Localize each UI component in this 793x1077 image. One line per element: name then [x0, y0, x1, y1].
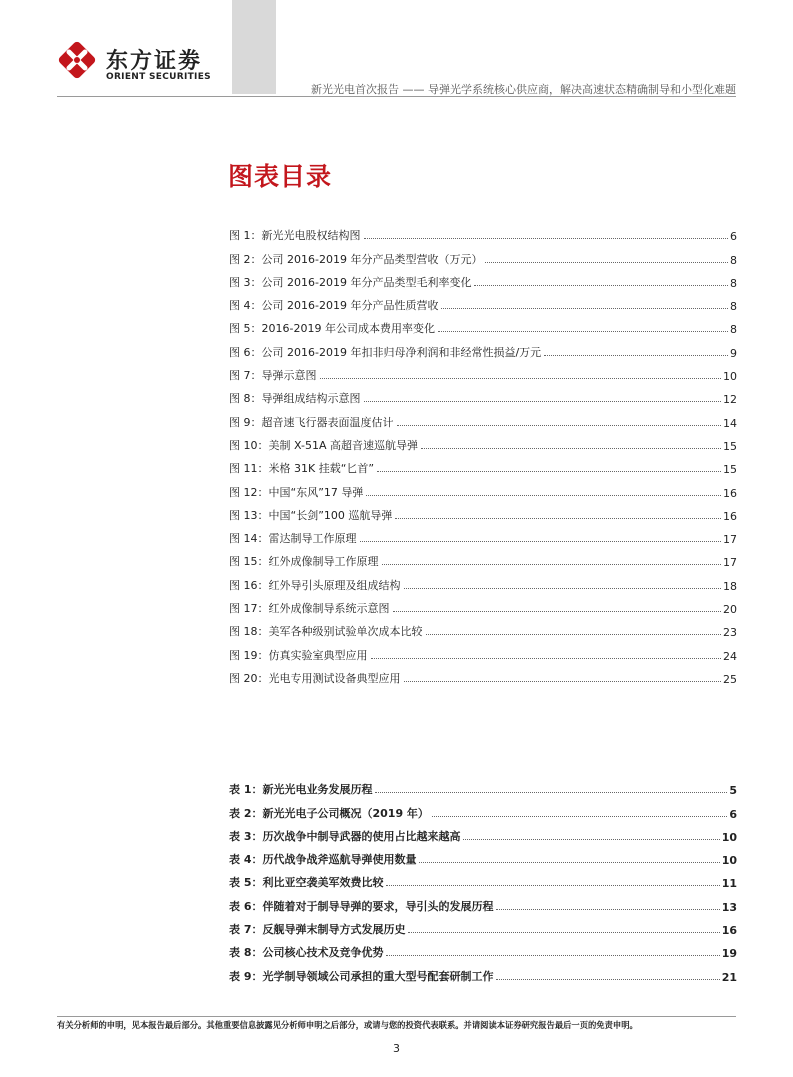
table-entry-label: 表 2：新光光电子公司概况（2019 年） [229, 806, 429, 820]
dot-leader [386, 885, 719, 886]
dot-leader [496, 909, 719, 910]
figure-entry-label: 图 1：新光光电股权结构图 [229, 229, 361, 243]
figure-index-list [229, 220, 737, 686]
table-entry-page: 10 [721, 830, 737, 844]
figure-entry[interactable] [229, 267, 737, 290]
company-name-cn: 东方证劵 [106, 49, 203, 74]
dot-leader [395, 518, 721, 519]
figure-entry-label: 图 13：中国“长剑”100 巡航导弹 [229, 508, 393, 522]
figure-entry-label: 图 18：美军各种级别试验单次成本比较 [229, 625, 423, 639]
dot-leader [364, 238, 729, 239]
figure-entry-label: 图 10：美制 X-51A 高超音速巡航导弹 [229, 438, 418, 452]
figure-entry-page: 20 [723, 603, 737, 617]
figure-entry-page: 8 [730, 253, 737, 267]
figure-entry[interactable] [229, 546, 737, 569]
table-entry[interactable] [229, 867, 737, 890]
dot-leader [404, 681, 722, 682]
footer-divider [57, 1016, 736, 1017]
footer-disclaimer: 有关分析师的申明，见本报告最后部分。其他重要信息披露见分析师申明之后部分，或请与您的投资代表联系。并请阅读本证券研究报告最后一页的免责申明。 [57, 1020, 638, 1030]
figure-entry-label: 图 16：红外导引头原理及组成结构 [229, 578, 401, 592]
dot-leader [360, 541, 722, 542]
table-entry[interactable] [229, 937, 737, 960]
figure-entry-page: 8 [730, 300, 737, 314]
report-title: 新光光电首次报告 —— 导弹光学系统核心供应商，解决高速状态精确制导和小型化难题 [311, 83, 736, 96]
figure-entry-label: 图 9：超音速飞行器表面温度估计 [229, 415, 394, 429]
table-entry-label: 表 5：利比亚空袭美军效费比较 [229, 876, 384, 890]
table-entry-page: 19 [721, 947, 737, 961]
figure-entry[interactable] [229, 360, 737, 383]
figure-entry-label: 图 6：公司 2016-2019 年扣非归母净利润和非经常性损益/万元 [229, 345, 542, 359]
figure-entry-page: 8 [730, 276, 737, 290]
dot-leader [397, 425, 722, 426]
orient-securities-logo-icon [57, 40, 97, 80]
figure-entry[interactable] [229, 313, 737, 336]
table-entry-label: 表 7：反舰导弹末制导方式发展历史 [229, 923, 406, 937]
dot-leader [375, 792, 727, 793]
figure-entry-page: 16 [723, 486, 737, 500]
figure-entry-page: 25 [723, 672, 737, 686]
table-entry[interactable] [229, 797, 737, 820]
figure-entry-page: 15 [723, 463, 737, 477]
table-entry-page: 10 [721, 854, 737, 868]
dot-leader [377, 471, 721, 472]
figure-entry[interactable] [229, 523, 737, 546]
figure-entry[interactable] [229, 616, 737, 639]
header-divider [57, 96, 736, 97]
figure-entry-page: 14 [723, 416, 737, 430]
figure-entry-label: 图 15：红外成像制导工作原理 [229, 555, 379, 569]
company-name-en: ORIENT SECURITIES [106, 72, 211, 82]
figure-entry-page: 15 [723, 439, 737, 453]
table-entry[interactable] [229, 821, 737, 844]
dot-leader [544, 355, 728, 356]
figure-entry[interactable] [229, 593, 737, 616]
figure-entry-label: 图 3：公司 2016-2019 年分产品类型毛利率变化 [229, 275, 472, 289]
figure-entry-page: 23 [723, 626, 737, 640]
figure-entry[interactable] [229, 639, 737, 662]
dot-leader [438, 331, 728, 332]
page-title: 图表目录 [228, 162, 333, 191]
table-entry-page: 6 [729, 807, 737, 821]
table-entry-label: 表 4：历代战争战斧巡航导弹使用数量 [229, 853, 417, 867]
table-entry-page: 16 [721, 924, 737, 938]
figure-entry-label: 图 8：导弹组成结构示意图 [229, 392, 361, 406]
figure-entry-label: 图 19：仿真实验室典型应用 [229, 648, 368, 662]
figure-entry[interactable] [229, 243, 737, 266]
figure-entry-page: 6 [730, 230, 737, 244]
figure-entry-page: 18 [723, 579, 737, 593]
figure-entry-label: 图 5：2016-2019 年公司成本费用率变化 [229, 322, 435, 336]
table-entry[interactable] [229, 844, 737, 867]
figure-entry-page: 9 [730, 346, 737, 360]
figure-entry-page: 10 [723, 370, 737, 384]
dot-leader [421, 448, 721, 449]
table-entry-page: 11 [721, 877, 737, 891]
table-entry-label: 表 9：光学制导领域公司承担的重大型号配套研制工作 [229, 969, 494, 983]
dot-leader [386, 955, 719, 956]
dot-leader [371, 658, 722, 659]
figure-entry-page: 24 [723, 649, 737, 663]
table-entry[interactable] [229, 914, 737, 937]
dot-leader [426, 634, 722, 635]
dot-leader [496, 979, 719, 980]
table-entry-label: 表 3：历次战争中制导武器的使用占比越来越高 [229, 829, 461, 843]
dot-leader [320, 378, 722, 379]
figure-entry[interactable] [229, 476, 737, 499]
table-index-list [229, 774, 737, 984]
figure-entry[interactable] [229, 220, 737, 243]
table-entry-label: 表 6：伴随着对于制导导弹的要求，导引头的发展历程 [229, 899, 494, 913]
dot-leader [441, 308, 728, 309]
figure-entry[interactable] [229, 663, 737, 686]
dot-leader [485, 262, 728, 263]
dot-leader [393, 611, 722, 612]
dot-leader [366, 495, 721, 496]
figure-entry[interactable] [229, 453, 737, 476]
table-entry-page: 5 [729, 784, 737, 798]
figure-entry-label: 图 2：公司 2016-2019 年分产品类型营收（万元） [229, 252, 483, 266]
figure-entry-label: 图 4：公司 2016-2019 年分产品性质营收 [229, 299, 439, 313]
figure-entry[interactable] [229, 336, 737, 359]
table-entry-page: 21 [721, 970, 737, 984]
figure-entry[interactable] [229, 430, 737, 453]
dot-leader [408, 932, 719, 933]
table-entry-page: 13 [721, 900, 737, 914]
figure-entry-page: 8 [730, 323, 737, 337]
figure-entry[interactable] [229, 569, 737, 592]
table-entry[interactable] [229, 960, 737, 983]
header-decor-block [232, 0, 276, 94]
figure-entry-page: 17 [723, 533, 737, 547]
table-entry[interactable] [229, 890, 737, 913]
figure-entry-label: 图 7：导弹示意图 [229, 369, 317, 383]
dot-leader [474, 285, 728, 286]
figure-entry-label: 图 11：米格 31K 挂载“匕首” [229, 462, 375, 476]
dot-leader [382, 564, 722, 565]
dot-leader [419, 862, 719, 863]
dot-leader [364, 401, 722, 402]
dot-leader [404, 588, 722, 589]
figure-entry-label: 图 17：红外成像制导系统示意图 [229, 602, 390, 616]
figure-entry-page: 17 [723, 556, 737, 570]
figure-entry[interactable] [229, 290, 737, 313]
table-entry-label: 表 8：公司核心技术及竞争优势 [229, 946, 384, 960]
figure-entry-label: 图 14：雷达制导工作原理 [229, 532, 357, 546]
page-number: 3 [393, 1042, 400, 1055]
figure-entry-page: 16 [723, 509, 737, 523]
dot-leader [432, 816, 727, 817]
table-entry[interactable] [229, 774, 737, 797]
dot-leader [463, 839, 719, 840]
figure-entry[interactable] [229, 500, 737, 523]
figure-entry-label: 图 12：中国“东风”17 导弹 [229, 485, 364, 499]
figure-entry[interactable] [229, 406, 737, 429]
figure-entry-label: 图 20：光电专用测试设备典型应用 [229, 671, 401, 685]
figure-entry-page: 12 [723, 393, 737, 407]
figure-entry[interactable] [229, 383, 737, 406]
table-entry-label: 表 1：新光光电业务发展历程 [229, 783, 373, 797]
